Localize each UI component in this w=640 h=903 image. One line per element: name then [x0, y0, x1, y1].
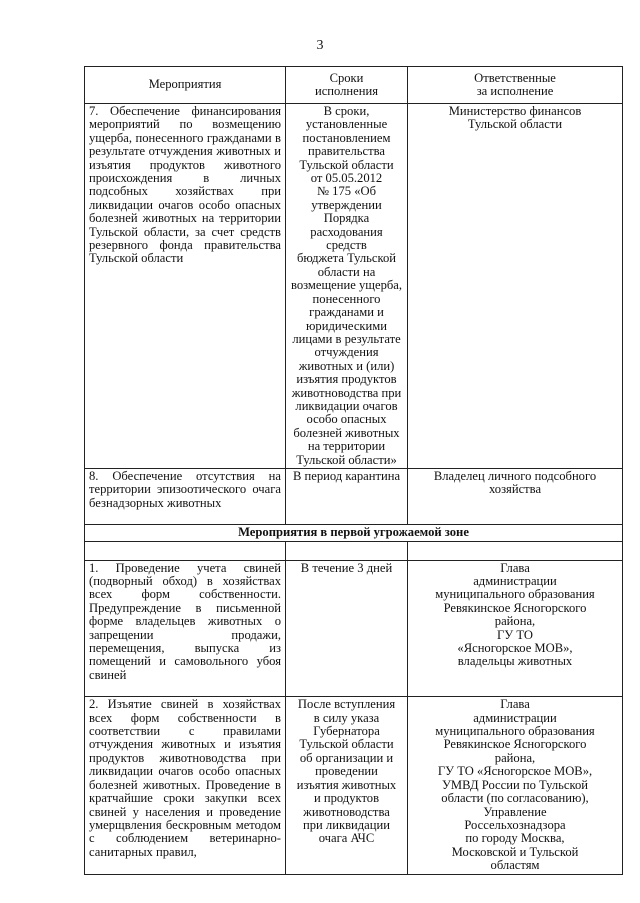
spacer-cell	[408, 541, 623, 560]
table-row	[85, 468, 623, 524]
measure-cell: 1. Проведение учета свиней (подворный обход) в хозяйствах всех форм собственности. Предупреждение в письменной форме владельцев животных о запрещении продажи, перемещения, выпуска из помещений и самовольного убоя свиней	[85, 560, 286, 697]
deadline-cell: В период карантина	[286, 468, 408, 524]
deadline-cell: В течение 3 дней	[286, 560, 408, 697]
deadline-cell: После вступления в силу указа Губернатора Тульской области об организации и проведении изъятия животных и продуктов животноводства при ликвидации очага АЧС	[286, 697, 408, 874]
measure-cell: 8. Обеспечение отсутствия на территории эпизоотического очага безнадзорных животных	[85, 468, 286, 524]
table-header-row	[85, 67, 623, 104]
section-header-row	[85, 525, 623, 541]
measures-table	[84, 66, 623, 875]
section-title: Мероприятия в первой угрожаемой зоне	[85, 525, 623, 541]
table-row	[85, 697, 623, 874]
header-measures: Мероприятия	[85, 67, 286, 104]
responsible-cell: Министерство финансов Тульской области	[408, 104, 623, 469]
spacer-cell	[286, 541, 408, 560]
responsible-cell: Владелец личного подсобного хозяйства	[408, 468, 623, 524]
spacer-cell	[85, 541, 286, 560]
measure-cell: 2. Изъятие свиней в хозяйствах всех форм собственности в соответствии с правилами отчуждения животных и изъятия продуктов животноводства при ликвидации очагов особо опасных болезней животных. Проведение в кратчайшие сроки закупки всех свиней у населения и проведение умерщвления бескровным методом с соблюдением ветеринарно-санитарных правил,	[85, 697, 286, 874]
deadline-cell: В сроки, установленные постановлением правительства Тульской области от 05.05.2012 № 175 «Об утверждении Порядка расходования средств бюджета Тульской области на возмещение ущерба, понесенного гражданами и юридическими лицами в результате отчуждения животных и (или) изъятия продуктов животноводства при ликвидации очагов особо опасных болезней животных на территории Тульской области»	[286, 104, 408, 469]
page-number: 3	[316, 38, 324, 53]
measure-cell: 7. Обеспечение финансирования мероприятий по возмещению ущерба, понесенного гражданами в результате отчуждения животных и изъятия продуктов животного происхождения в личных подсобных хозяйствах при ликвидации очагов особо опасных болезней животных на территории Тульской области, за счет средств резервного фонда правительства Тульской области	[85, 104, 286, 469]
spacer-row	[85, 541, 623, 560]
responsible-cell: Глава администрации муниципального образования Ревякинское Ясногорского района, ГУ ТО «Ясногорское МОВ», владельцы животных	[408, 560, 623, 697]
responsible-cell: Глава администрации муниципального образования Ревякинское Ясногорского района, ГУ ТО «Ясногорское МОВ», УМВД России по Тульской области (по согласованию), Управление Россельхознадзора по городу Москва, Московской и Тульской областям	[408, 697, 623, 874]
table-row	[85, 560, 623, 697]
table-row	[85, 104, 623, 469]
header-deadlines: Сроки исполнения	[286, 67, 408, 104]
header-responsible: Ответственные за исполнение	[408, 67, 623, 104]
